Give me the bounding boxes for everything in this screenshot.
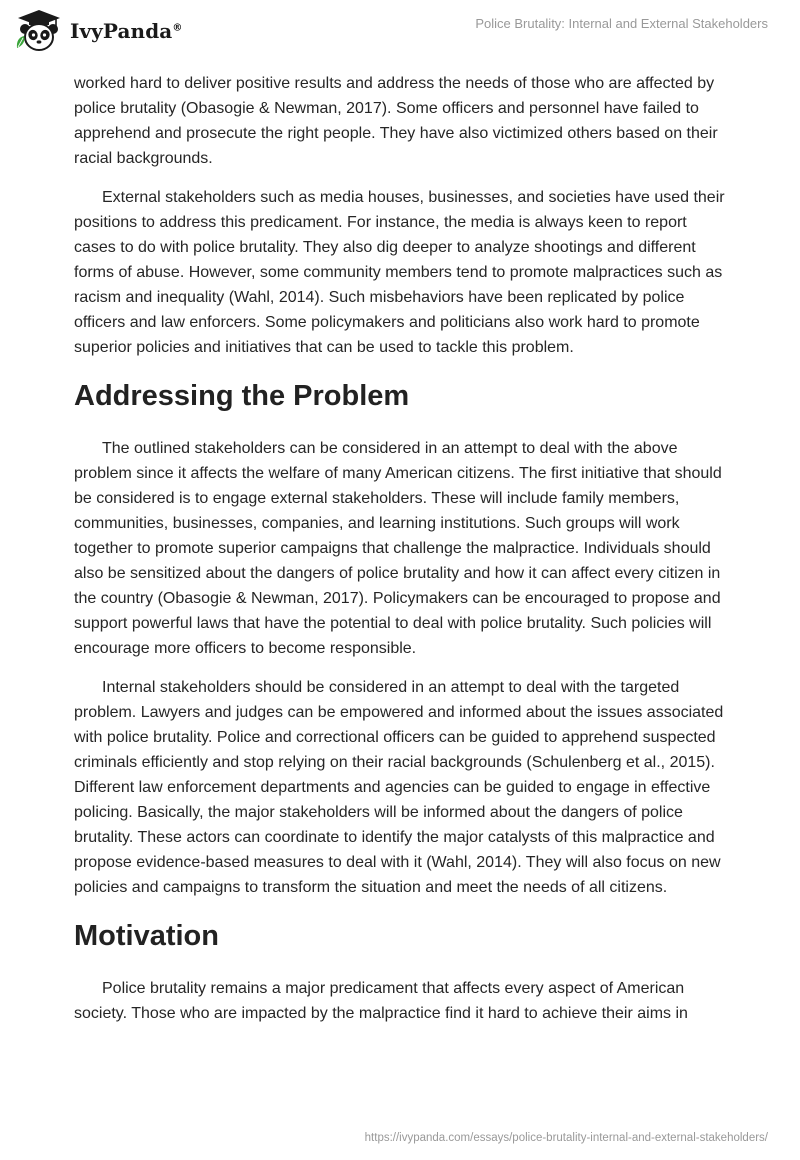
source-url[interactable]: https://ivypanda.com/essays/police-brutality-internal-and-external-stakeholders/ [364,1132,768,1144]
paragraph-1: worked hard to deliver positive results and address the needs of those who are affected by police brutality (Obasogie & Newman, 2017). Some officers and personnel have failed to apprehend and prosecute the right people. They have also victimized others based on their racial backgrounds. [74,75,718,167]
paragraph-5: Police brutality remains a major predicament that affects every aspect of American society. Those who are impacted by the malpractice find it hard to achieve their aims in [74,980,688,1022]
heading-motivation: Motivation [74,920,219,952]
document-title: Police Brutality: Internal and External Stakeholders [475,16,768,31]
paragraph-3: The outlined stakeholders can be considered in an attempt to deal with the above problem since it affects the welfare of many American citizens. The first initiative that should be considered is to engage external stakeholders. These will include family members, communities, businesses, companies, and learning institutions. Such groups will work together to promote superior campaigns that challenge the malpractice. Individuals should also be sensitized about the dangers of police brutality and how it can affect every citizen in the country (Obasogie & Newman, 2017). Policymakers can be encouraged to propose and support powerful laws that have the potential to deal with police brutality. Such policies will encourage more officers to become responsible. [74,440,722,657]
brand-name [70,19,182,43]
ivypanda-logo[interactable] [14,8,182,54]
heading-addressing-the-problem: Addressing the Problem [74,380,410,412]
paragraph-4: Internal stakeholders should be considered in an attempt to deal with the targeted problem. Lawyers and judges can be empowered and informed about the issues associated with police brutality. Police and correctional officers can be guided to apprehend suspected criminals efficiently and stop relying on their racial backgrounds (Schulenberg et al., 2015). Different law enforcement departments and agencies can be guided to engage in effective policing. Basically, the major stakeholders will be informed about the dangers of police brutality. These actors can coordinate to identify the major catalysts of this malpractice and propose evidence-based measures to deal with it (Wahl, 2014). They will also focus on new policies and campaigns to transform the situation and meet the needs of all citizens. [74,679,724,896]
panda-graduate-icon [14,8,64,54]
essay-body [74,71,726,1040]
brand-name-text: IvyPanda [70,19,173,43]
page-header [0,0,800,62]
paragraph-2: External stakeholders such as media houses, businesses, and societies have used their positions to address this predicament. For instance, the media is always keen to report cases to do with police brutality. They also dig deeper to analyze shootings and different forms of abuse. However, some community members tend to promote malpractices such as racism and inequality (Wahl, 2014). Such misbehaviors have been replicated by police officers and law enforcers. Some policymakers and politicians also work hard to promote superior policies and initiatives that can be used to tackle this problem. [74,189,725,356]
registered-mark: ® [172,22,183,34]
